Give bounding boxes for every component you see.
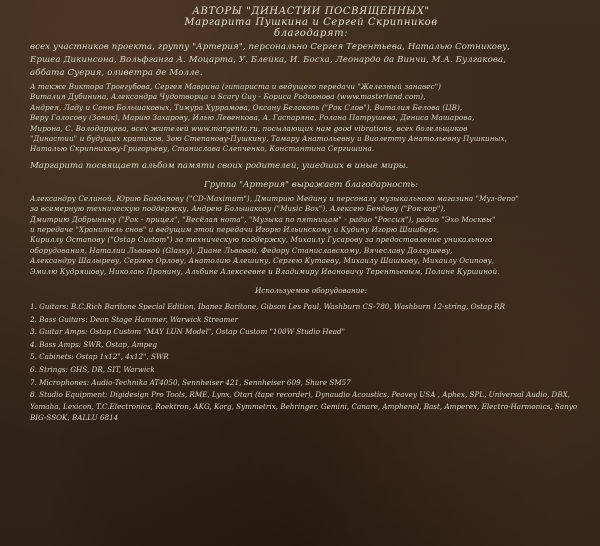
also-line: А также Виктора Троегубова, Сергея Маврина (гитариста и ведущего передачи "Железный занавес")	[30, 82, 442, 91]
thanks-line: всех участников проекта, группу "Артерия", персонально Сергея Терентьева, Наталью Сотникову,	[30, 42, 511, 52]
equipment-heading: Используемое оборудование:	[254, 286, 368, 296]
also-line: Виталия Дубинина, Александра Чудотворца и Scary Guy - Бориса Родионова (www.masterland.com),	[30, 92, 426, 102]
group-line: оборудования, Наталии Львовой (Glassy), Диане Львовой, Федору Станиславскому, Вячеславу Долгушеву,	[30, 245, 453, 255]
group-line: Кириллу Остапову ("Ostap Custom") за техническую поддержку, Михаилу Гусарову за предоставление уникального	[30, 235, 493, 245]
also-block	[30, 82, 592, 155]
thanks-label: благодарят:	[273, 28, 349, 39]
group-heading: Группа "Артерия" выражает благодарность:	[204, 179, 418, 190]
equipment-item: 6. Strings: GHS, DR, SIT, Warwick	[30, 365, 155, 375]
group-line: Эмилю Кудряшову, Николаю Пронину, Альбине Алексеевне и Владимиру Ивановичу Терентьевым, Полине Куршиной.	[30, 266, 500, 276]
also-line: Андрея, Ладу и Соню Большаковых, Тимура Хуррамова, Оксану Белокопь ("Рок Слов"), Виталия Белова (ЦВ),	[30, 102, 463, 112]
also-line: Веру Голосову (Зоник), Марию Захарову, Илью Левенкова, А. Гаспаряна, Ролана Патрушева, Дениса Машарова,	[30, 113, 475, 123]
also-line: "Династии" и будущих критиков, Зою Степанову-Пушкину, Тамару Анатольевну и Виолетту Анатольевну Пушкиных,	[30, 134, 508, 144]
header	[30, 6, 592, 39]
group-line: Дмитрию Добрынину ("Рок - прицел", "Весёлая нота", "Музыка по пятницам" - радио "Россия"), радио "Эхо Москвы"	[30, 214, 496, 224]
group-line: за всемерную техническую поддержку, Андрею Большакову ("Music Box"), Алексею Бендову ("Рок-кор"),	[30, 204, 446, 214]
thanks-block	[30, 41, 592, 80]
also-line: Наталью Скрипникову-Григорьеву, Станислава Слепченко, Константина Сергишина.	[30, 144, 375, 154]
equipment-item: 2. Bass Guitars: Dean Stage Hammer, Warwick Streamer	[30, 314, 239, 324]
authors-names: Маргарита Пушкина и Сергей Скрипников	[184, 17, 438, 28]
group-thanks-block	[30, 194, 592, 277]
equipment-item: 4. Bass Amps: SWR, Ostap, Ampeg	[30, 339, 158, 349]
equipment-item: 1. Guitars: B.C.Rich Baritone Special Edition, Ibanez Baritone, Gibson Les Paul, Washburn CS-780, Washburn 12-string, Ostap RR	[30, 302, 506, 312]
thanks-line: Ершеа Дикинсона, Вольфганга А. Моцарта, У. Блейка, И. Босха, Леонардо да Винчи, М.А. Булгакова,	[30, 55, 507, 65]
equipment-item: 5. Cabinets: Ostap 1x12", 4x12", SWR	[30, 352, 169, 362]
equipment-item: 3. Guitar Amps: Ostap Custom "MAY LUN Model", Ostap Custom "100W Studio Head"	[30, 327, 345, 337]
group-line: Александру Селиной, Юрию Богданову ("CD-Maximum"), Дмитрию Медину и персоналу музыкального магазина "Муз-депо"	[30, 193, 519, 203]
dedication: Маргарита посвящает альбом памяти своих родителей, ушедших в иные миры.	[30, 160, 409, 171]
authors-title: АВТОРЫ "ДИНАСТИИ ПОСВЯЩЕННЫХ"	[192, 6, 430, 17]
group-line: и передаче "Хранитель снов" и ведущим этой передачи Игорю Ильинскому и Кудину Игорю Шишберг,	[30, 225, 440, 235]
thanks-line: аббата Суерия, оливетра де Молле.	[30, 68, 203, 78]
equipment-item: 8. Studio Equipment: Digidesign Pro Tools, RME, Lynx, Otari (tape recorder), Dynaudio Acoustics, Peavey USA , Aphex, SPL, Universal Audio, DBX, Yamaha, Lexicon, T.C.Electronics, Roektron, AKG, Korg, Symmetrix, Behringer, Gemini, Canare, Amphenol, Bast, Amperex, Electro-Harmonics, Sanyo BIG-SSOK, BALLU 6814	[30, 390, 578, 423]
also-line: Мирона, С. Володарцева, всех жителей www.margenta.ru, посылающих нам good vibrations, всех болельщиков	[30, 123, 468, 133]
equipment-list	[30, 301, 592, 424]
equipment-item: 7. Microphones: Audio-Technika AT4050, Sennheiser 421, Sennheiser 609, Shure SM57	[30, 377, 351, 387]
group-line: Александру Шалыреву, Сергею Орлову, Анатолию Алешину, Сергею Кутаеву, Михаилу Шишкову, Михаилу Осипову,	[30, 256, 495, 266]
